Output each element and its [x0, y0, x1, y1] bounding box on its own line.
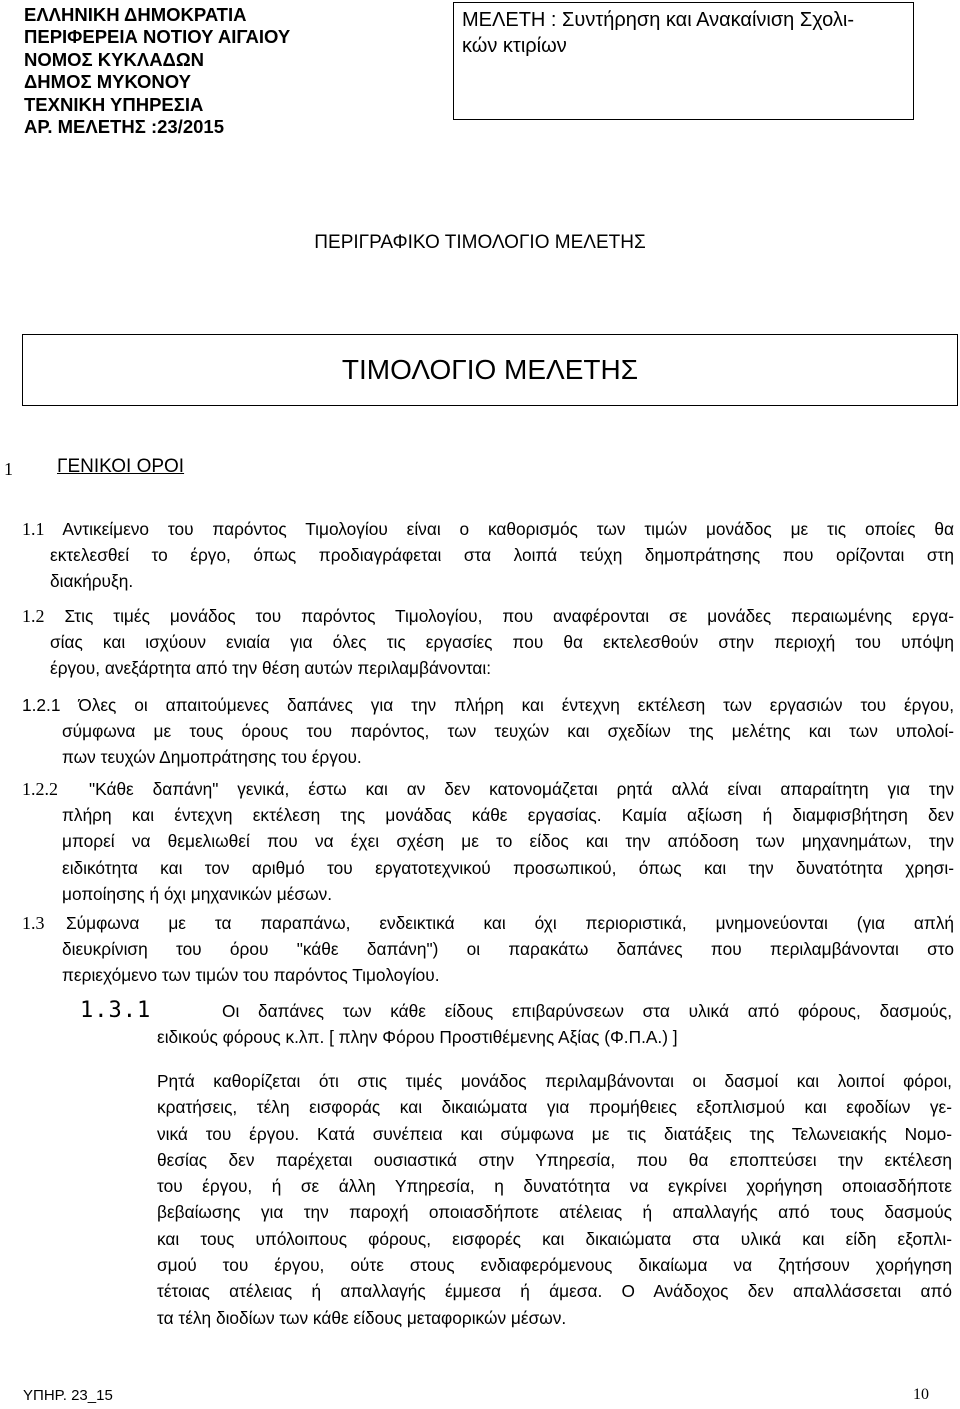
paragraph-line: "Κάθε δαπάνη" γενικά, έστω και αν δεν κατονομάζεται ρητά αλλά είναι απαραίτητη για την [89, 779, 954, 799]
paragraph-line: σύμφωνα με τους όρους του παρόντος, των τευχών και σχεδίων της μελέτης και των υπολοί- [62, 721, 954, 741]
paragraph-line: πλήρη και έντεχνη εκτέλεση της μονάδας κάθε εργασίας. Καμία αξίωση ή διαμφισβήτηση δεν [62, 805, 954, 825]
paragraph-1-2 [22, 603, 954, 629]
study-title-box [453, 2, 914, 120]
paragraph-line: τέτοιας ατέλειας ή απαλλαγής έμμεσα ή άμεσα. Ο Ανάδοχος δεν απαλλάσσεται από [157, 1281, 952, 1302]
paragraph-number: 1.2 [22, 606, 45, 626]
box-title: ΤΙΜΟΛΟΓΙΟ ΜΕΛΕΤΗΣ [22, 334, 958, 406]
paragraph-line: διακήρυξη. [50, 571, 134, 592]
paragraph-tax [157, 1068, 952, 1331]
paragraph-line: σμού του έργου, ούτε στους ενδιαφερόμενους δικαίωμα να ζητήσουν χορήγηση [157, 1255, 952, 1276]
paragraph-line: μοποίησης ή όχι μηχανικών μέσων. [62, 883, 333, 904]
paragraph-line: ειδικότητα και τον αριθμό του εργατοτεχνικού προσωπικού, όπως και την δυνατότητα χρησι- [62, 857, 954, 878]
paragraph-line: κρατήσεις, τέλη εισφοράς και δικαιώματα για προμήθειες εξοπλισμού και εφοδίων γε- [157, 1097, 952, 1118]
paragraph-number: 1.1 [22, 519, 45, 539]
paragraph-1-2-2-cont [62, 802, 954, 907]
paragraph-line: θεσίας δεν παρέχεται ουσιαστικά στην Υπηρεσία, που θα εποπτεύσει την εκτέλεση [157, 1149, 952, 1170]
paragraph-1-3-1 [222, 998, 952, 1024]
paragraph-line: εκτελεσθεί το έργο, όπως προδιαγράφεται στα λοιπά τεύχη δημοπράτησης που ορίζονται στη [50, 545, 954, 565]
paragraph-line: τα τέλη διοδίων των κάθε είδους μεταφορικών μέσων. [157, 1307, 567, 1328]
paragraph-line: του έργου, ή σε άλλη Υπηρεσία, η δυνατότητα να εγκρίνει χορήγηση οποιασδήποτε [157, 1176, 952, 1197]
study-title-line1: ΜΕΛΕΤΗ : Συντήρηση και Ανακαίνιση Σχολι- [462, 9, 855, 31]
paragraph-line: σίας και ισχύουν ενιαία για όλες τις εργασίες που θα εκτελεσθούν στην περιοχή του υπόψη [50, 632, 954, 652]
paragraph-line: νικά του έργου. Κατά συνέπεια και σύμφωνα με τις διατάξεις της Τελωνειακής Νομο- [157, 1123, 952, 1144]
paragraph-line: Οι δαπάνες των κάθε είδους επιβαρύνσεων στα υλικά από φόρους, δασμούς, [222, 1001, 952, 1021]
paragraph-number: 1.3 [22, 913, 45, 933]
paragraph-line: Ρητά καθορίζεται ότι στις τιμές μονάδος περιλαμβάνονται οι δασμοί και λοιποί φόροι, [157, 1071, 952, 1091]
paragraph-line: έργου, ανεξάρτητα από την θέση αυτών περιλαμβάνονται: [50, 658, 492, 679]
paragraph-1-2-1-cont [62, 718, 954, 771]
org-line: ΔΗΜΟΣ ΜΥΚΟΝΟΥ [24, 71, 191, 93]
paragraph-1-1-cont [50, 542, 954, 595]
footer-reference: ΥΠΗΡ. 23_15 [23, 1387, 113, 1404]
paragraph-number: 1.2.2 [22, 779, 58, 799]
paragraph-line: Σύμφωνα με τα παραπάνω, ενδεικτικά και όχι περιοριστικά, μνημονεύονται (για απλή [66, 913, 954, 933]
paragraph-line: Στις τιμές μονάδος του παρόντος Τιμολογίου, που αναφέρονται σε μονάδες περαιωμένης εργα- [64, 606, 954, 626]
organization-header [24, 4, 290, 138]
section-title: ΓΕΝΙΚΟΙ ΟΡΟΙ [57, 456, 185, 477]
paragraph-1-2-cont [50, 629, 954, 682]
paragraph-line: Αντικείμενο του παρόντος Τιμολογίου είναι ο καθορισμός των τιμών μονάδος με τις οποίες θα [62, 519, 954, 539]
page-number: 10 [913, 1386, 929, 1403]
org-line: ΤΕΧΝΙΚΗ ΥΠΗΡΕΣΙΑ [24, 93, 204, 115]
paragraph-1-2-1 [22, 692, 954, 718]
paragraph-1-2-2 [89, 776, 954, 802]
paragraph-line: πων τευχών Δημοπράτησης του έργου. [62, 747, 362, 768]
paragraph-1-3-1-cont [157, 1024, 952, 1050]
paragraph-1-1 [22, 516, 954, 542]
paragraph-line: βεβαίωσης για την παροχή οποιασδήποτε ατέλειας ή απαλλαγής από τους δασμούς [157, 1202, 952, 1223]
paragraph-line: μπορεί να θεμελιωθεί που να έχει σχέση με το είδος και την απόδοση των μηχανημάτων, την [62, 831, 954, 852]
org-line: ΕΛΛΗΝΙΚΗ ΔΗΜΟΚΡΑΤΙΑ [24, 4, 247, 25]
document-title: ΠΕΡΙΓΡΑΦΙΚΟ ΤΙΜΟΛΟΓΙΟ ΜΕΛΕΤΗΣ [314, 232, 646, 253]
study-number: ΑΡ. ΜΕΛΕΤΗΣ :23/2015 [24, 116, 224, 138]
paragraph-line: Όλες οι απαιτούμενες δαπάνες για την πλήρη και έντεχνη εκτέλεση των εργασιών του έργου, [78, 695, 954, 715]
paragraph-1-3-cont [62, 936, 954, 989]
paragraph-line: και τους υπόλοιπους φόρους, εισφορές και δικαιώματα στα υλικά και είδη εξοπλι- [157, 1228, 952, 1249]
paragraph-number: 1.2.1 [22, 695, 61, 715]
paragraph-line: ειδικούς φόρους κ.λπ. [ πλην Φόρου Προστιθέμενης Αξίας (Φ.Π.Α.) ] [157, 1027, 678, 1047]
section-number: 1 [4, 459, 13, 479]
paragraph-number: 1.3.1 [80, 998, 152, 1023]
org-line: ΝΟΜΟΣ ΚΥΚΛΑΔΩΝ [24, 48, 205, 70]
study-title-line2: κών κτιρίων [462, 35, 567, 57]
paragraph-line: περιεχόμενο των τιμών του παρόντος Τιμολογίου. [62, 965, 440, 986]
org-line: ΠΕΡΙΦΕΡΕΙΑ ΝΟΤΙΟΥ ΑΙΓΑΙΟΥ [24, 26, 291, 48]
paragraph-line: διευκρίνιση του όρου "κάθε δαπάνη") οι παρακάτω δαπάνες που περιλαμβάνονται στο [62, 939, 954, 959]
paragraph-1-3 [66, 910, 954, 936]
